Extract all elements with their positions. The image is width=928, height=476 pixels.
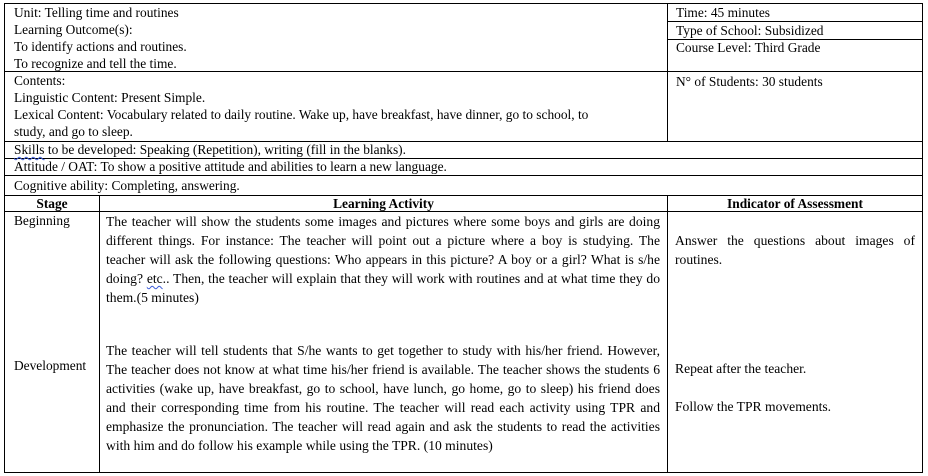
rule-right [922,3,923,473]
course-level-text: Course Level: Third Grade [676,40,821,55]
development-indicator-1: Repeat after the teacher. [675,361,807,376]
beginning-activity-part-1: The teacher will show the students some images and pictures where some boys and girls are doing different things. For instance: The teacher will point out a picture where a boy is studying. The teacher will ask the following questions: Who appears in this picture? A boy or a girl? What is s/he doing? [106,214,660,286]
beginning-activity-part-2: .. Then, the teacher will explain that they will work with routines and at what time they do them.(5 minutes) [106,271,660,305]
development-indicator-2: Follow the TPR movements. [675,399,832,414]
rule-attitude [4,175,923,176]
lesson-plan-table [4,3,923,473]
learning-outcome-1: To identify actions and routines. [14,39,187,54]
school-type-text: Type of School: Subsidized [676,23,824,38]
attitude-text: Attitude / OAT: To show a positive attitude and abilities to learn a new language. [14,159,447,174]
contents-label: Contents: [14,73,66,88]
cognitive-text: Cognitive ability: Completing, answering. [14,178,240,193]
contents [14,72,664,140]
rule-left [4,3,5,473]
skills-text [14,141,914,158]
unit-text: Unit: Telling time and routines [14,5,179,20]
lexical-content-line-2: study, and go to sleep. [14,124,133,139]
lexical-content-line-1: Lexical Content: Vocabulary related to daily routine. Wake up, have breakfast, have dinner, go to school, to [14,107,589,122]
development-activity: The teacher will tell students that S/he wants to get together to study with his/her friend. However, The teacher does not know at what time his/her friend is available. The teacher shows the students 6 activities (wake up, have breakfast, go to school, have lunch, go home, go to sleep) his friend does and their corresponding time from his routine. The teacher will read each activity using TPR and emphasize the pronunciation. The teacher will read again and ask the students to read the activities with him and do follow his example while using the TPR. (10 minutes) [106,343,660,453]
skills-word: Skills [14,142,45,157]
linguistic-content: Linguistic Content: Present Simple. [14,90,206,105]
beginning-activity [106,212,660,307]
rule-mid-top [667,3,668,142]
rule-bottom [4,472,923,473]
col-header-indicator: Indicator of Assessment [727,196,863,211]
beginning-indicator: Answer the questions about images of routines. [675,233,915,267]
col-header-activity: Learning Activity [333,196,434,211]
learning-outcomes [14,21,664,72]
time-text: Time: 45 minutes [676,5,770,20]
num-students-text: N° of Students: 30 students [676,74,823,89]
skills-rest: to be developed: Speaking (Repetition), writing (fill in the blanks). [44,142,406,157]
beginning-activity-etc: etc [146,271,163,286]
col-header-stage: Stage [36,196,68,211]
learning-outcome-2: To recognize and tell the time. [14,56,177,71]
stage-beginning: Beginning [14,213,70,228]
rule-stage-col [99,195,100,473]
rule-indicator-col [667,195,668,473]
stage-development: Development [14,358,87,373]
learning-outcome-label: Learning Outcome(s): [14,22,133,37]
